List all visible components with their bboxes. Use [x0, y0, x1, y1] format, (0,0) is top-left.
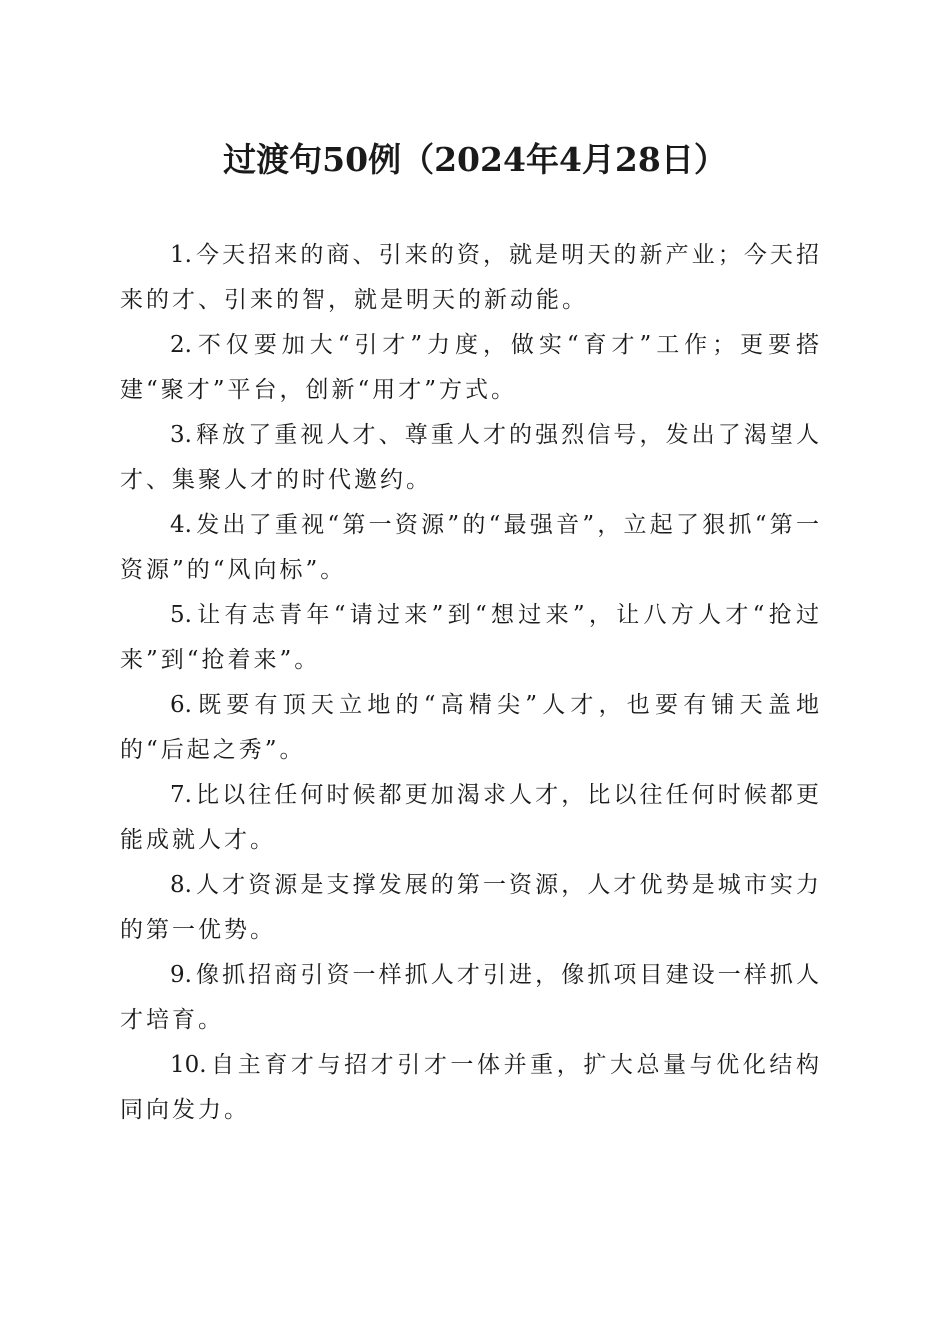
item-number: 6. — [170, 692, 192, 718]
document-title: 过渡句50例（2024年4月28日） — [223, 140, 727, 179]
list-item — [120, 863, 822, 953]
item-text: 今天招来的商、引来的资，就是明天的新产业；今天招来的才、引来的智，就是明天的新动能。 — [120, 242, 822, 313]
item-number: 9. — [170, 962, 192, 988]
list-item — [120, 323, 822, 413]
item-text: 让有志青年“请过来”到“想过来”，让八方人才“抢过来”到“抢着来”。 — [120, 602, 822, 673]
item-number: 7. — [170, 782, 192, 808]
item-text: 不仅要加大“引才”力度，做实“育才”工作；更要搭建“聚才”平台，创新“用才”方式。 — [120, 332, 822, 403]
item-number: 8. — [170, 872, 192, 898]
item-number: 3. — [170, 422, 192, 448]
item-text: 像抓招商引资一样抓人才引进，像抓项目建设一样抓人才培育。 — [120, 962, 822, 1033]
list-item — [120, 683, 822, 773]
item-number: 10. — [170, 1052, 207, 1078]
item-number: 1. — [170, 242, 192, 268]
item-text: 比以往任何时候都更加渴求人才，比以往任何时候都更能成就人才。 — [120, 782, 822, 853]
item-number: 2. — [170, 332, 192, 358]
list-item — [120, 413, 822, 503]
item-text: 发出了重视“第一资源”的“最强音”，立起了狠抓“第一资源”的“风向标”。 — [120, 512, 822, 583]
list-item — [120, 1043, 822, 1133]
item-number: 4. — [170, 512, 192, 538]
document-body — [120, 233, 822, 1133]
list-item — [120, 773, 822, 863]
item-text: 释放了重视人才、尊重人才的强烈信号，发出了渴望人才、集聚人才的时代邀约。 — [120, 422, 822, 493]
item-text: 既要有顶天立地的“高精尖”人才，也要有铺天盖地的“后起之秀”。 — [120, 692, 822, 763]
list-item — [120, 593, 822, 683]
item-text: 自主育才与招才引才一体并重，扩大总量与优化结构同向发力。 — [120, 1052, 822, 1123]
list-item — [120, 503, 822, 593]
item-text: 人才资源是支撑发展的第一资源，人才优势是城市实力的第一优势。 — [120, 872, 822, 943]
list-item — [120, 233, 822, 323]
list-item — [120, 953, 822, 1043]
item-number: 5. — [170, 602, 192, 628]
